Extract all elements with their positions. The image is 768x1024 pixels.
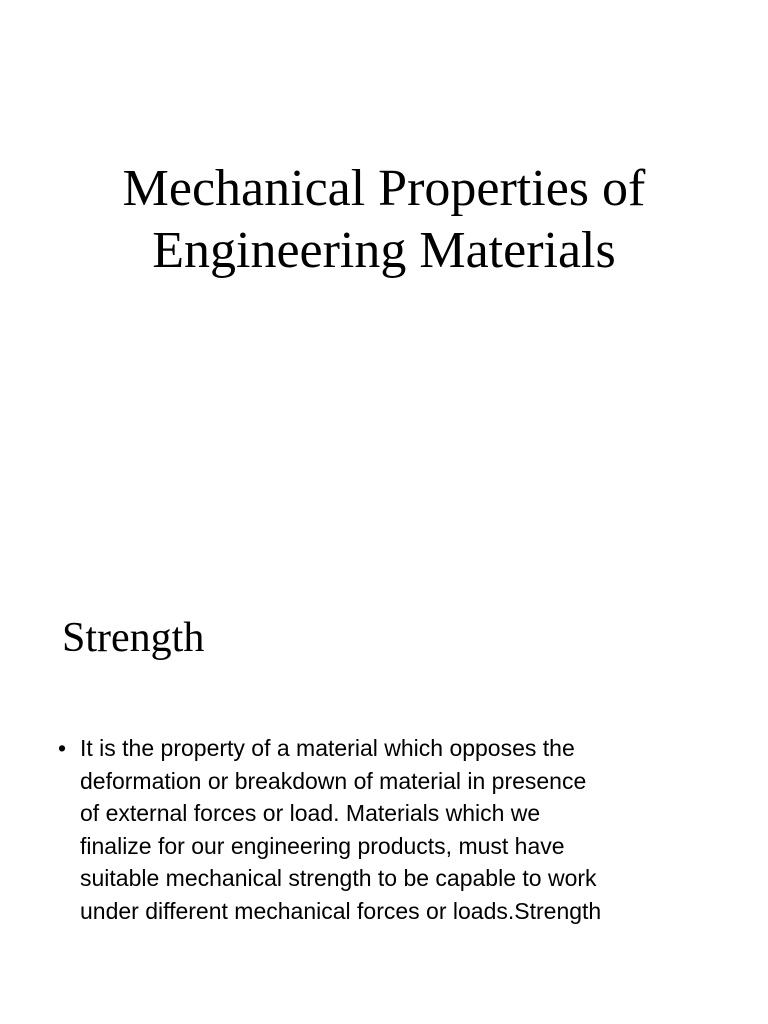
content-slide (0, 576, 768, 1024)
bullet-item (58, 732, 728, 927)
title-line: Mechanical Properties of (122, 160, 646, 217)
bullet-text-line: It is the property of a material which opposes the (80, 735, 575, 761)
bullet-text-line: under different mechanical forces or loads.Strength (80, 897, 602, 924)
slide-heading: Strength (62, 615, 205, 661)
bullet-icon: • (58, 735, 67, 761)
bullet-list (58, 732, 728, 927)
bullet-text-line: suitable mechanical strength to be capable to work (80, 865, 597, 891)
bullet-text-line: finalize for our engineering products, must have (80, 832, 565, 859)
bullet-text-line: deformation or breakdown of material in presence (80, 767, 587, 794)
title-line: Engineering Materials (152, 222, 616, 279)
presentation-title (40, 158, 728, 282)
bullet-text-line: of external forces or load. Materials which we (80, 800, 541, 826)
